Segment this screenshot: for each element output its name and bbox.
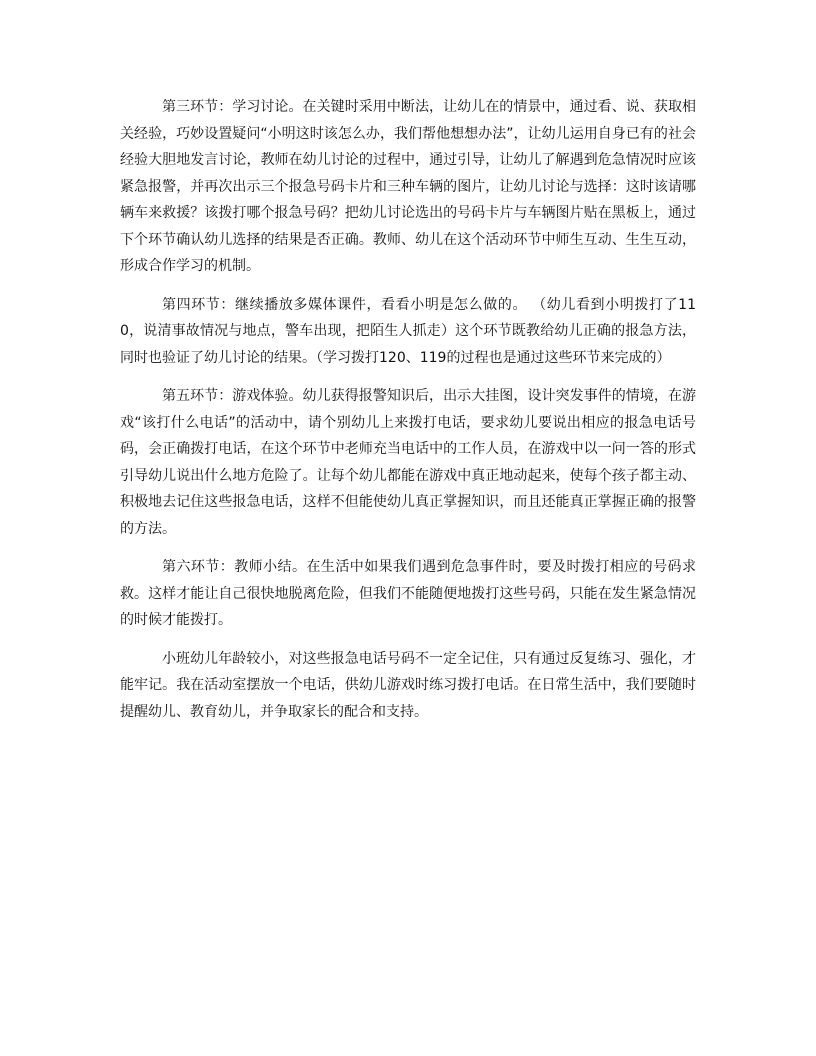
paragraph-stage-three: 第三环节：学习讨论。在关键时采用中断法，让幼儿在的情景中，通过看、说、获取相关经验，巧妙设置疑问“小明这时该怎么办，我们帮他想想办法”，让幼儿运用自身已有的社会经验大胆地发言讨论，教师在幼儿讨论的过程中，通过引导，让幼儿了解遇到危急情况时应该紧急报警，并再次出示三个报急号码卡片和三种车辆的图片，让幼儿讨论与选择：这时该请哪辆车来救援？该拨打哪个报急号码？把幼儿讨论选出的号码卡片与车辆图片贴在黑板上，通过下个环节确认幼儿选择的结果是否正确。教师、幼儿在这个活动环节中师生互动、生生互动，形成合作学习的机制。 xyxy=(120,99,696,274)
paragraph-stage-four: 第四环节：继续播放多媒体课件，看看小明是怎么做的。 （幼儿看到小明拨打了110，说清事故情况与地点，警车出现，把陌生人抓走）这个环节既教给幼儿正确的报急方法，同时也验证了幼儿讨论的结果。（学习拨打120、119的过程也是通过这些环节来完成的） xyxy=(120,296,696,366)
document-page xyxy=(120,94,696,737)
paragraph-stage-five: 第五环节：游戏体验。幼儿获得报警知识后，出示大挂图，设计突发事件的情境，在游戏“该打什么电话”的活动中，请个别幼儿上来拨打电话，要求幼儿要说出相应的报急电话号码，会正确拨打电话，在这个环节中老师充当电话中的工作人员，在游戏中以一问一答的形式引导幼儿说出什么地方危险了。让每个幼儿都能在游戏中真正地动起来，使每个孩子都主动、积极地去记住这些报急电话，这样不但能使幼儿真正掌握知识，而且还能真正掌握正确的报警的方法。 xyxy=(120,388,696,537)
paragraph-conclusion: 小班幼儿年龄较小，对这些报急电话号码不一定全记住，只有通过反复练习、强化，才能牢记。我在活动室摆放一个电话，供幼儿游戏时练习拨打电话。在日常生活中，我们要随时提醒幼儿、教育幼儿，并争取家长的配合和支持。 xyxy=(120,650,696,720)
paragraph-stage-six: 第六环节：教师小结。在生活中如果我们遇到危急事件时，要及时拨打相应的号码求救。这样才能让自己很快地脱离危险，但我们不能随便地拨打这些号码，只能在发生紧急情况的时候才能拨打。 xyxy=(120,559,696,628)
